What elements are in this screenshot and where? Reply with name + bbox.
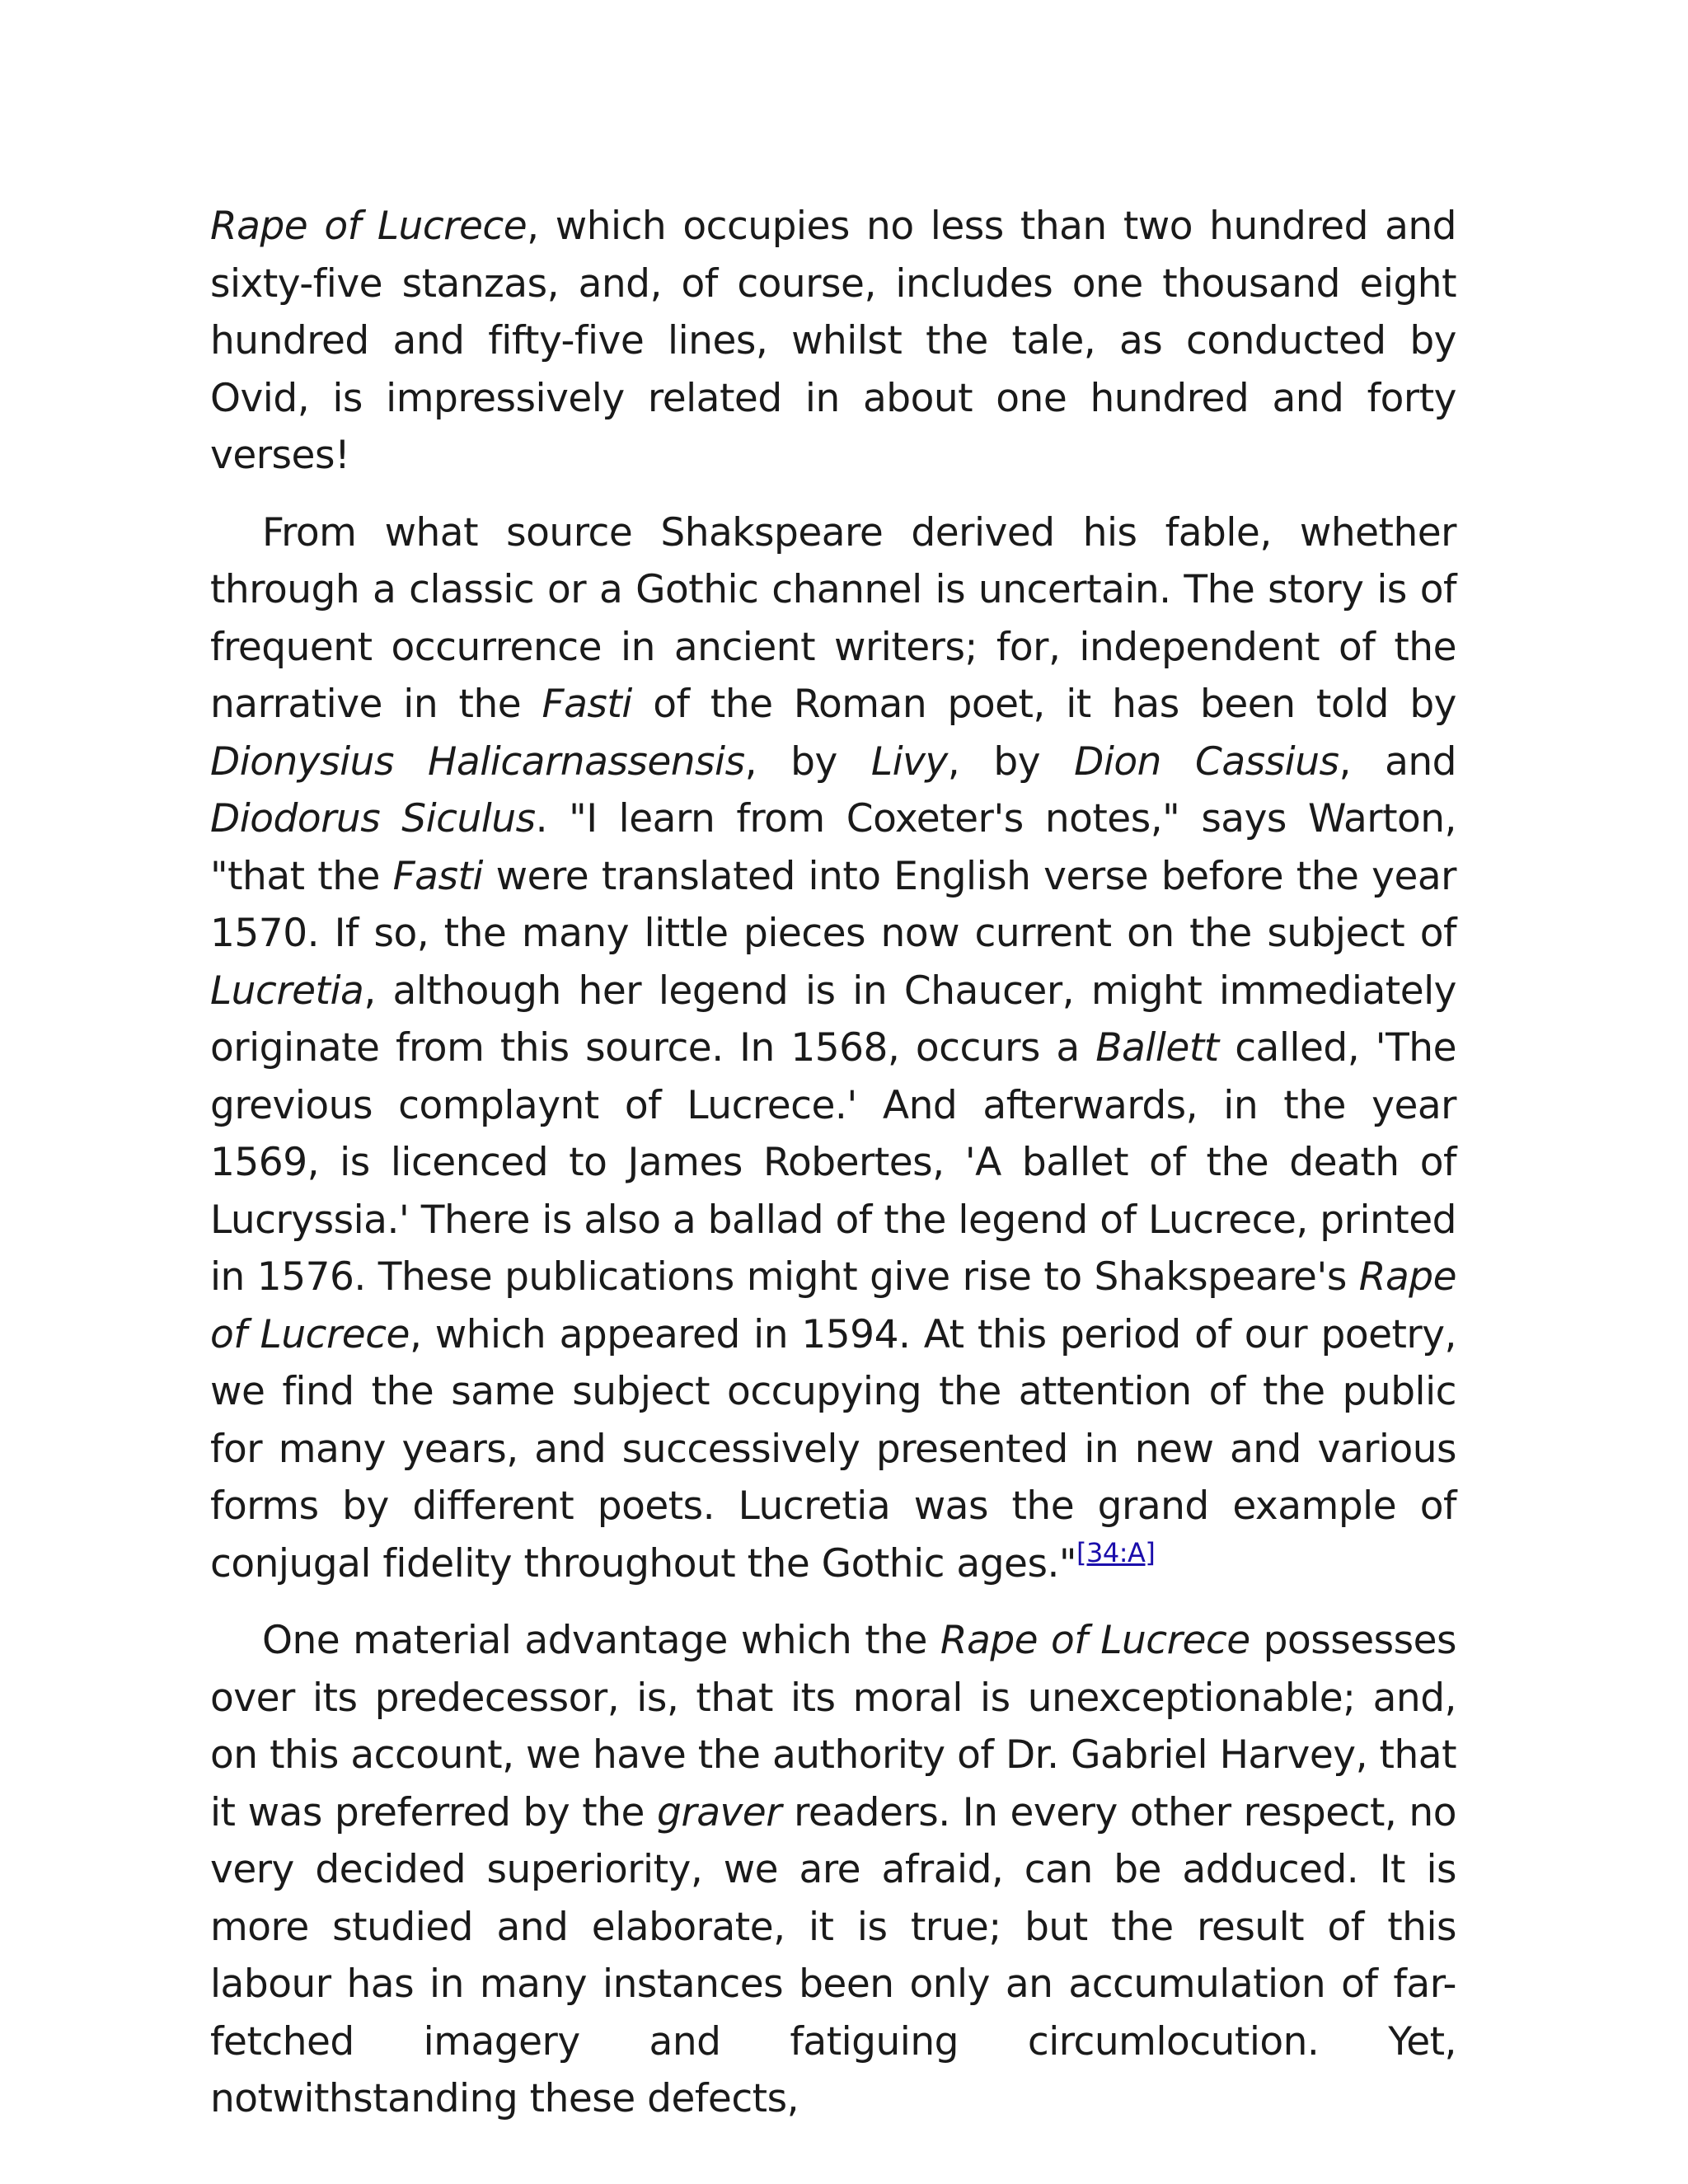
text-span: , which occupies no less than two hundred and sixty-five stanzas, and, of course, includes one thousand eight hundred and fifty-five lines, whilst the tale, as conducted by Ovid, is impressively related in about one hundred and forty verses! bbox=[210, 204, 1456, 478]
footnote-ref bbox=[1076, 1537, 1155, 1568]
book-title: Rape of Lucrece bbox=[210, 204, 528, 249]
text-span: possesses over its predecessor, is, that its moral is unexceptionable; and, on this account, we have the authority of Dr. Gabriel Harvey, that it was preferred by the bbox=[210, 1618, 1456, 1835]
italic-text: Lucretia bbox=[210, 968, 364, 1014]
italic-text: Rape of Lucrece bbox=[940, 1618, 1250, 1663]
italic-text: Livy bbox=[870, 738, 948, 785]
text-span: , and bbox=[1339, 738, 1456, 785]
paragraph-2 bbox=[210, 504, 1456, 1593]
page-body bbox=[210, 198, 1456, 2148]
text-span: From what source Shakspeare derived his fable, whether through a classic or a Gothic channel is uncertain. The story is of frequent occurrence in ancient writers; for, independent of the narrative in the bbox=[210, 509, 1456, 727]
italic-text: Dion Cassius bbox=[1074, 738, 1339, 785]
italic-text: Ballett bbox=[1095, 1025, 1219, 1071]
italic-text: Rape of Lucrece bbox=[210, 1254, 1456, 1357]
italic-text: Dionysius Halicarnassensis bbox=[210, 738, 745, 785]
italic-text: Fasti bbox=[542, 682, 632, 727]
text-span: readers. In every other respect, no very decided superiority, we are afraid, can be adduced. It is more studied and elaborate, it is true; but the result of this labour has in many instances been only an accumulation of far-fetched imagery and fatiguing circumlocution. Yet, notwithstanding these defects, bbox=[210, 1789, 1456, 2121]
text-span: One material advantage which the bbox=[262, 1618, 940, 1663]
text-span: called, 'The grevious complaynt of Lucrece.' And afterwards, in the year 1569, is licenced to James Robertes, 'A ballet of the death of Lucryssia.' There is also a ballad of the legend of Lucrece, printed in 1576. These publications might give rise to Shakspeare's bbox=[210, 1025, 1456, 1300]
text-span: of the Roman poet, it has been told by bbox=[631, 682, 1456, 727]
text-span: were translated into English verse before the year 1570. If so, the many little pieces now current on the subject of bbox=[210, 853, 1457, 956]
text-span: , although her legend is in Chaucer, might immediately originate from this source. In 1568, occurs a bbox=[210, 968, 1456, 1071]
italic-text: Fasti bbox=[392, 853, 483, 899]
paragraph-3 bbox=[210, 1612, 1456, 2128]
footnote-link[interactable]: [34:A] bbox=[1076, 1536, 1156, 1568]
italic-text: graver bbox=[657, 1789, 782, 1835]
paragraph-1 bbox=[210, 198, 1456, 485]
text-span: , by bbox=[947, 738, 1075, 785]
text-span: , by bbox=[744, 738, 871, 785]
text-span: . "I learn from Coxeter's notes," says Warton, "that the bbox=[210, 796, 1456, 899]
text-span: , which appeared in 1594. At this period of our poetry, we find the same subject occupying the attention of the public for many years, and successively presented in new and various forms by different poets. Lucretia was the grand example of conjugal fidelity throughout the Gothic ages." bbox=[210, 1311, 1456, 1586]
italic-text: Diodorus Siculus bbox=[210, 796, 536, 841]
